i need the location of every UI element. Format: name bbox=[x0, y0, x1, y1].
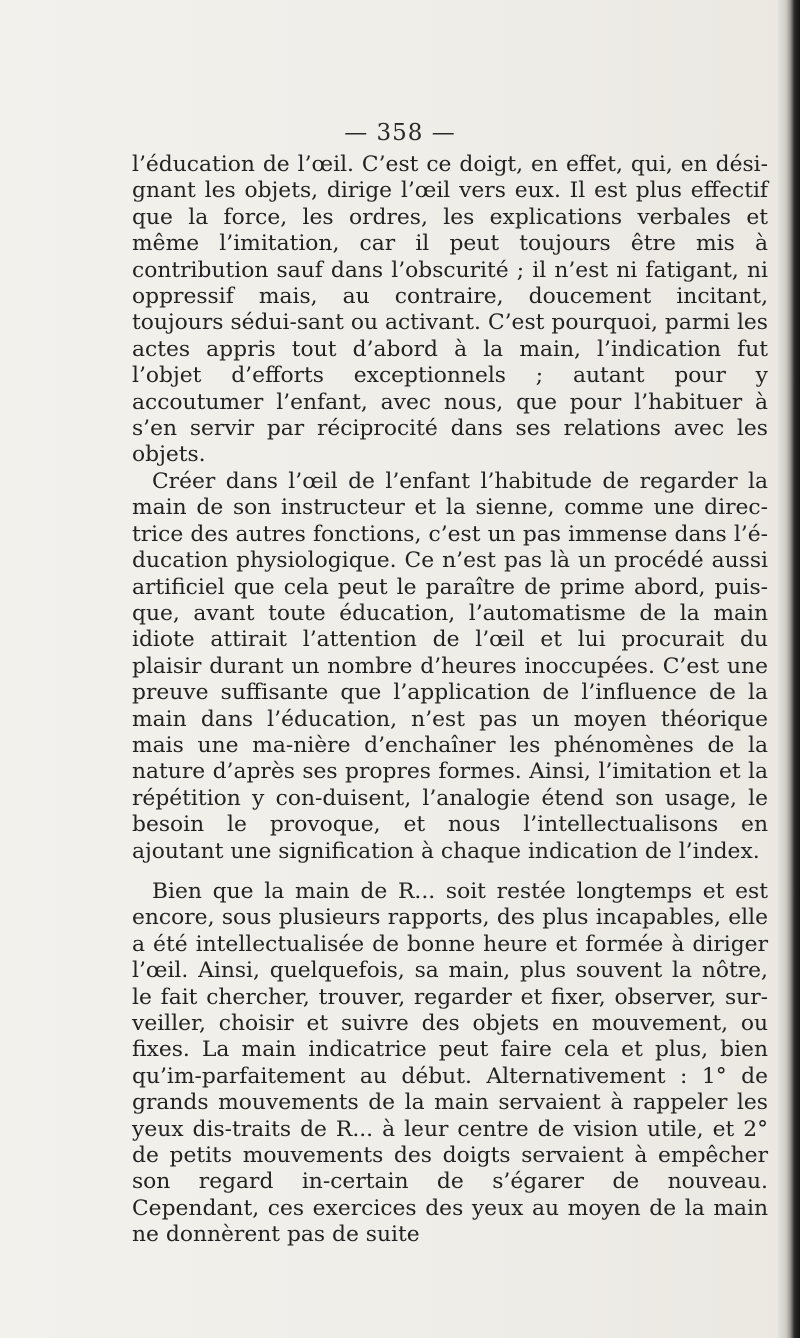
paragraph-1: l’éducation de l’œil. C’est ce doigt, en effet, qui, en dési-gnant les objets, dirige l’œil vers eux. Il est plus effectif que la force, les ordres, les explications verbales et même l’imitation, car il peut toujours être mis à contribution sauf dans l’obscurité ; il n’est ni fatigant, ni oppressif mais, au contraire, doucement incitant, toujours sédui-sant ou activant. C’est pourquoi, parmi les actes appris tout d’abord à la main, l’indication fut l’objet d’efforts exceptionnels ; autant pour y accoutumer l’enfant, avec nous, que pour l’habituer à s’en servir par réciprocité dans ses relations avec les objets. bbox=[132, 152, 768, 468]
page-number: — 358 — bbox=[344, 120, 456, 146]
paragraph-3: Bien que la main de R... soit restée longtemps et est encore, sous plusieurs rapports, des plus incapables, elle a été intellectualisée de bonne heure et formée à diriger l’œil. Ainsi, quelquefois, sa main, plus souvent la nôtre, le fait chercher, trouver, regarder et fixer, observer, sur-veiller, choisir et suivre des objets en mouvement, ou fixes. La main indicatrice peut faire cela et plus, bien qu’im-parfaitement au début. Alternativement : 1° de grands mouvements de la main servaient à rappeler les yeux dis-traits de R... à leur centre de vision utile, et 2° de petits mouvements des doigts servaient à empêcher son regard in-certain de s’égarer de nouveau. Cependant, ces exercices des yeux au moyen de la main ne donnèrent pas de suite bbox=[132, 878, 768, 1248]
paragraph-2: Créer dans l’œil de l’enfant l’habitude de regarder la main de son instructeur et la sienne, comme une direc-trice des autres fonctions, c’est un pas immense dans l’é-ducation physiologique. Ce n’est pas là un procédé aussi artificiel que cela peut le paraître de prime abord, puis-que, avant toute éducation, l’automatisme de la main idiote attirait l’attention de l’œil et lui procurait du plaisir durant un nombre d’heures inoccupées. C’est une preuve suffisante que l’application de l’influence de la main dans l’éducation, n’est pas un moyen théorique mais une ma-nière d’enchaîner les phénomènes de la nature d’après ses propres formes. Ainsi, l’imitation et la répétition y con-duisent, l’analogie étend son usage, le besoin le provoque, et nous l’intellectualisons en ajoutant une signification à chaque indication de l’index. bbox=[132, 468, 768, 864]
body-text bbox=[132, 152, 768, 1249]
page-edge-shadow bbox=[778, 0, 800, 1338]
